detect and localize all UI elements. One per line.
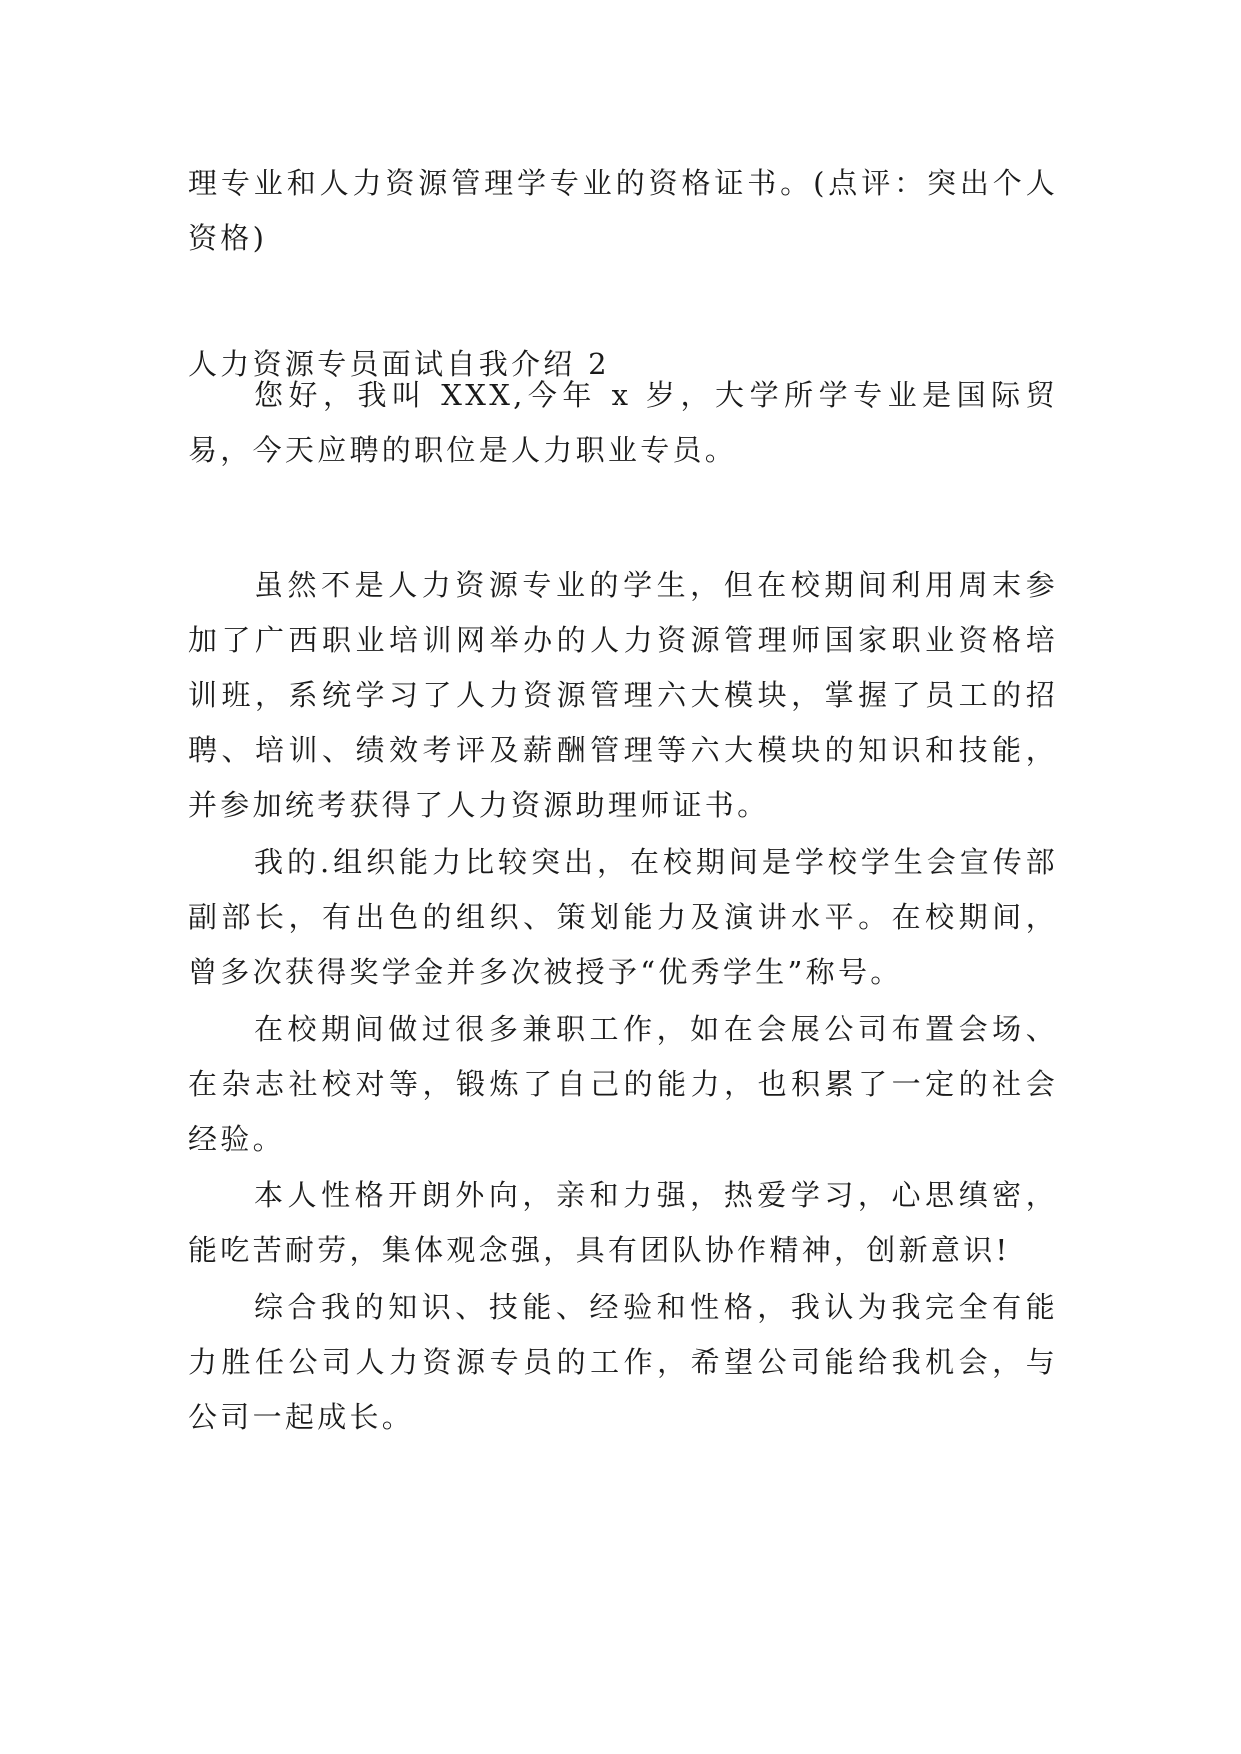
paragraph-conclusion: 综合我的知识、技能、经验和性格，我认为我完全有能力胜任公司人力资源专员的工作，希望公司能给我机会，与公司一起成长。 xyxy=(188,1290,1058,1434)
paragraph-experience: 在校期间做过很多兼职工作，如在会展公司布置会场、在杂志社校对等，锻炼了自己的能力，也积累了一定的社会经验。 xyxy=(188,1012,1058,1156)
section-heading: 人力资源专员面试自我介绍 2 xyxy=(188,347,610,381)
paragraph-organization: 我的.组织能力比较突出，在校期间是学校学生会宣传部副部长，有出色的组织、策划能力及演讲水平。在校期间，曾多次获得奖学金并多次被授予“优秀学生”称号。 xyxy=(188,845,1058,989)
paragraph-training: 虽然不是人力资源专业的学生，但在校期间利用周末参加了广西职业培训网举办的人力资源管理师国家职业资格培训班，系统学习了人力资源管理六大模块，掌握了员工的招聘、培训、绩效考评及薪酬管理等六大模块的知识和技能，并参加统考获得了人力资源助理师证书。 xyxy=(188,568,1058,822)
paragraph-personality: 本人性格开朗外向，亲和力强，热爱学习，心思缜密，能吃苦耐劳，集体观念强，具有团队协作精神，创新意识! xyxy=(188,1178,1058,1267)
paragraph-continuation: 理专业和人力资源管理学专业的资格证书。(点评：突出个人资格) xyxy=(188,166,1058,255)
paragraph-intro: 您好，我叫 XXX,今年 x 岁，大学所学专业是国际贸易，今天应聘的职位是人力职业专员。 xyxy=(188,378,1058,467)
